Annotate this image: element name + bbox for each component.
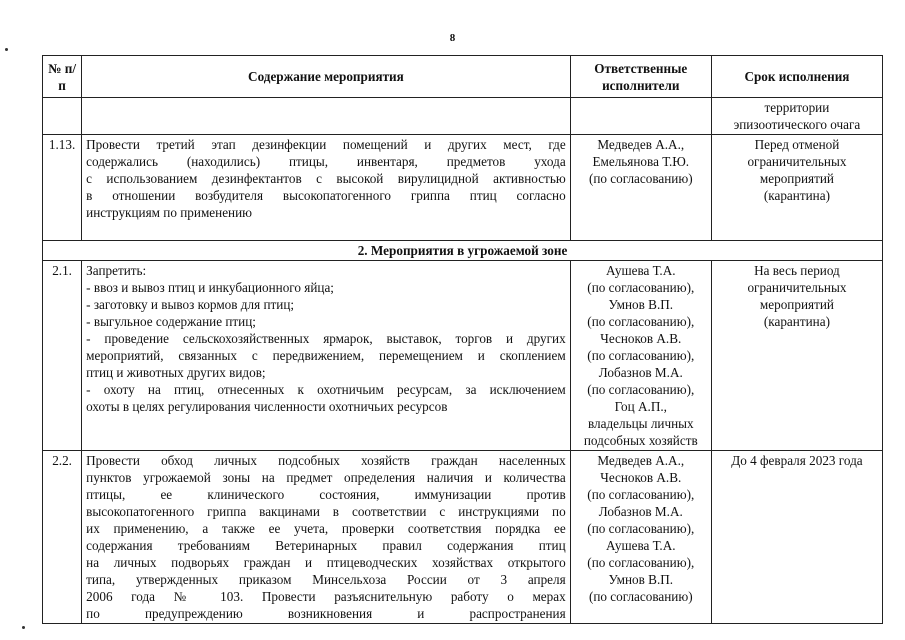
responsible-line: (по согласованию), [587,555,695,570]
content-line: Запретить: [86,263,147,278]
deadline-line: Перед отменой [754,137,840,152]
content-line: 2006 года № 103. Провести разъяснительную работу о мерах [86,589,566,604]
responsible-line: (по согласованию) [588,171,693,186]
row-deadline [711,135,882,241]
content-line: пунктов угрожаемой зоны на предмет определения наличия и количества [86,470,566,485]
deadline-line: ограничительных [747,280,847,295]
content-line: высокопатогенного гриппа вакцинами в соответствии с инструкциями по [86,504,566,519]
content-line: - охоту на птиц, отнесенных к охотничьим ресурсам, за исключением [86,382,566,397]
row-content [82,261,571,451]
row-deadline [711,261,882,451]
responsible-line: (по согласованию), [587,382,695,397]
table-row-2-2 [43,451,883,624]
section-heading-row [43,241,883,261]
row-responsible [570,451,711,624]
cont-deadline-line: территории [764,100,830,115]
table-row-2-1 [43,261,883,451]
responsible-line: Медведев А.А., [597,137,685,152]
content-line: - ввоз и вывоз птиц и инкубационного яйца; [86,280,334,295]
content-line: Провести обход личных подсобных хозяйств граждан населенных [86,453,566,468]
deadline-line: мероприятий [759,297,834,312]
table-header-row [43,56,883,98]
deadline-line: (карантина) [763,314,830,329]
header-num: № п/п [43,56,82,98]
header-responsible: Ответственные исполнители [570,56,711,98]
responsible-line: Умнов В.П. [608,572,674,587]
content-line: содержания требованиям Ветеринарных правил содержания птиц [86,538,566,553]
content-line: Провести третий этап дезинфекции помещений и других мест, где [86,137,566,152]
responsible-line: (по согласованию), [587,280,695,295]
content-line: птиц и животных других видов; [86,365,266,380]
content-line: типа, утвержденных приказом Минсельхоза России от 3 апреля [86,572,566,587]
responsible-line: Чесноков А.В. [600,331,682,346]
content-line: содержались (находились) птицы, инвентаря, предметов ухода [86,154,566,169]
responsible-line: (по согласованию) [588,589,693,604]
section-title: 2. Мероприятия в угрожаемой зоне [43,241,883,261]
responsible-line: (по согласованию), [587,348,695,363]
responsible-line: владельцы личных [587,416,694,431]
header-content: Содержание мероприятия [82,56,571,98]
header-deadline: Срок исполнения [711,56,882,98]
responsible-line: Лобазнов М.А. [598,365,683,380]
deadline-line: На весь период [754,263,840,278]
content-line: в отношении возбудителя высокопатогенного гриппа птиц согласно [86,188,566,203]
scan-speck [22,626,25,629]
row-responsible [570,261,711,451]
table-row-1-13 [43,135,883,241]
cont-deadline-line: эпизоотического очага [733,117,861,132]
content-line: на личных подворьях граждан и птицеводческих хозяйствах открытого [86,555,566,570]
content-line: мероприятий, связанных с передвижением, перемещением и скоплением [86,348,566,363]
content-line: - заготовку и вывоз кормов для птиц; [86,297,295,312]
page-number: 8 [449,32,456,44]
responsible-line: Аушева Т.А. [606,263,676,278]
responsible-line: (по согласованию), [587,314,695,329]
measures-table [42,55,883,624]
responsible-line: подсобных хозяйств [583,433,698,448]
responsible-line: Аушева Т.А. [606,538,676,553]
content-line: инструкциям по применению [86,205,253,220]
row-num: 2.1. [43,261,82,451]
responsible-line: Медведев А.А., [597,453,685,468]
content-line: птицы, ее клинического состояния, иммунизации против [86,487,566,502]
responsible-line: Гоц А.П., [614,399,667,414]
row-content [82,451,571,624]
continuation-row [43,98,883,135]
content-line: - выгульное содержание птиц; [86,314,256,329]
cont-deadline-cell [711,98,882,135]
responsible-line: Лобазнов М.А. [598,504,683,519]
content-line: их применению, а также ее учета, проверки соответствия порядка ее [86,521,566,536]
responsible-line: (по согласованию), [587,487,695,502]
row-content [82,135,571,241]
scan-speck [5,48,8,51]
responsible-line: Чесноков А.В. [600,470,682,485]
row-responsible [570,135,711,241]
content-line: - проведение сельскохозяйственных ярмарок, выставок, торгов и других [86,331,566,346]
row-num: 2.2. [43,451,82,624]
content-line: охоты в целях регулирования численности охотничьих ресурсов [86,399,448,414]
content-line: по предупреждению возникновения и распространения [86,606,566,621]
row-num: 1.13. [43,135,82,241]
row-deadline: До 4 февраля 2023 года [711,451,882,624]
responsible-line: Умнов В.П. [608,297,674,312]
content-line: с использованием дезинфектантов с высокой вирулицидной активностью [86,171,566,186]
deadline-line: ограничительных [747,154,847,169]
deadline-line: мероприятий [759,171,834,186]
deadline-line: (карантина) [763,188,830,203]
responsible-line: (по согласованию), [587,521,695,536]
responsible-line: Емельянова Т.Ю. [592,154,690,169]
